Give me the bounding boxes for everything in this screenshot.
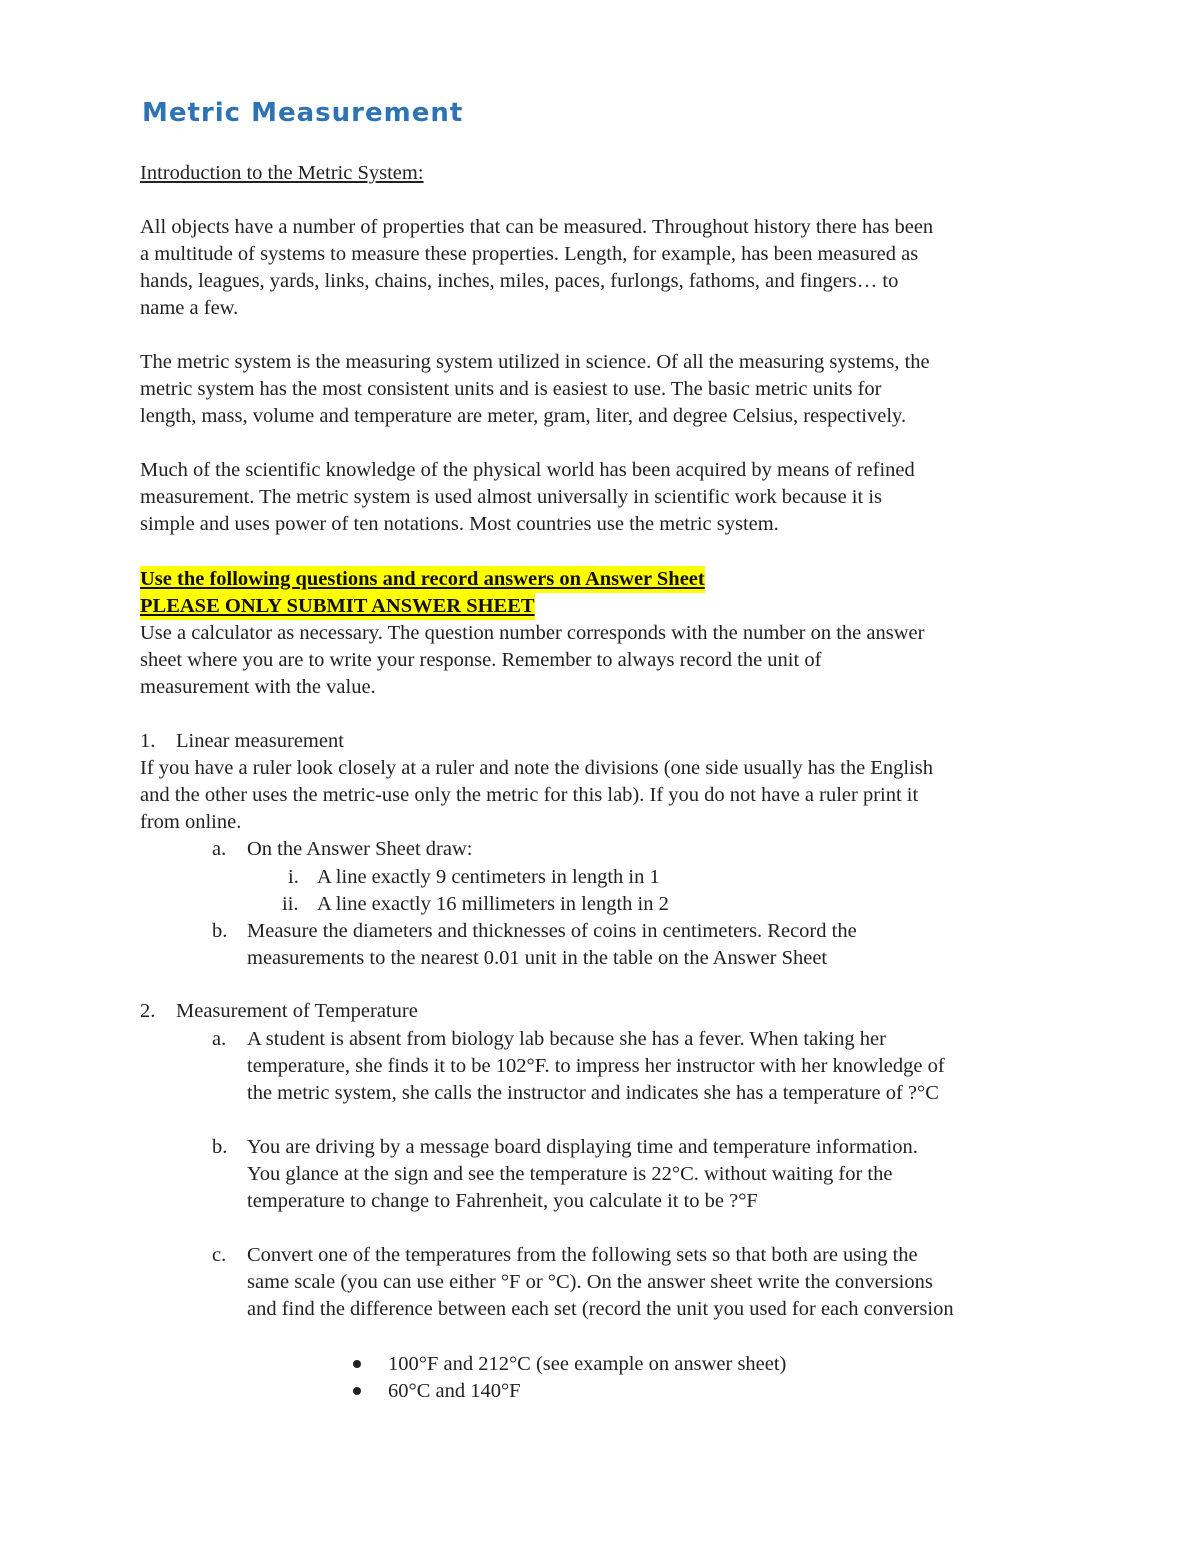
item-text: temperature to change to Fahrenheit, you calculate it to be ?°F bbox=[247, 1190, 758, 1212]
subitem-label: ii. bbox=[282, 893, 299, 915]
text-line: from online. bbox=[140, 811, 242, 833]
question-number: 2. bbox=[140, 1000, 156, 1022]
item-text: Measure the diameters and thicknesses of coins in centimeters. Record the bbox=[247, 920, 857, 942]
item-text: measurements to the nearest 0.01 unit in the table on the Answer Sheet bbox=[247, 947, 828, 969]
text-line: If you have a ruler look closely at a ruler and note the divisions (one side usually has the English bbox=[140, 757, 934, 779]
question-title: Linear measurement bbox=[176, 730, 344, 752]
item-label: a. bbox=[212, 1028, 227, 1050]
text-line: measurement. The metric system is used almost universally in scientific work because it is bbox=[140, 486, 882, 508]
text-line: measurement with the value. bbox=[140, 676, 376, 698]
item-text: On the Answer Sheet draw: bbox=[247, 838, 473, 860]
item-label: b. bbox=[212, 1136, 228, 1158]
item-text: temperature, she finds it to be 102°F. to impress her instructor with her knowledge of bbox=[247, 1055, 945, 1077]
text-line: All objects have a number of properties that can be measured. Throughout history there has been bbox=[140, 216, 934, 238]
text-line: Use a calculator as necessary. The question number corresponds with the number on the answer bbox=[140, 622, 925, 644]
item-text: same scale (you can use either °F or °C). On the answer sheet write the conversions bbox=[247, 1271, 933, 1293]
text-line: name a few. bbox=[140, 297, 239, 319]
item-text: A student is absent from biology lab because she has a fever. When taking her bbox=[247, 1028, 886, 1050]
bullet-text: 60°C and 140°F bbox=[388, 1380, 521, 1402]
question-number: 1. bbox=[140, 730, 156, 752]
intro-heading: Introduction to the Metric System: bbox=[140, 162, 424, 184]
text-line: and the other uses the metric-use only the metric for this lab). If you do not have a ruler print it bbox=[140, 784, 919, 806]
item-text: and find the difference between each set (record the unit you used for each conversion bbox=[247, 1298, 954, 1320]
subitem-label: i. bbox=[288, 866, 299, 888]
text-line: Much of the scientific knowledge of the physical world has been acquired by means of refined bbox=[140, 459, 915, 481]
notice-line: Use the following questions and record answers on Answer Sheet bbox=[140, 566, 705, 593]
bullet-icon bbox=[353, 1387, 361, 1395]
bullet-icon bbox=[353, 1360, 361, 1368]
text-line: length, mass, volume and temperature are meter, gram, liter, and degree Celsius, respectively. bbox=[140, 405, 907, 427]
item-label: b. bbox=[212, 920, 228, 942]
text-line: hands, leagues, yards, links, chains, inches, miles, paces, furlongs, fathoms, and fingers… to bbox=[140, 270, 899, 292]
subitem-text: A line exactly 16 millimeters in length in 2 bbox=[317, 893, 669, 915]
bullet-text: 100°F and 212°C (see example on answer sheet) bbox=[388, 1353, 787, 1375]
question-title: Measurement of Temperature bbox=[176, 1000, 418, 1022]
item-label: a. bbox=[212, 838, 227, 860]
page-title: Metric Measurement bbox=[142, 98, 464, 128]
item-text: You glance at the sign and see the temperature is 22°C. without waiting for the bbox=[247, 1163, 893, 1185]
notice-line: PLEASE ONLY SUBMIT ANSWER SHEET bbox=[140, 593, 535, 620]
text-line: simple and uses power of ten notations. Most countries use the metric system. bbox=[140, 513, 779, 535]
text-line: sheet where you are to write your response. Remember to always record the unit of bbox=[140, 649, 822, 671]
item-label: c. bbox=[212, 1244, 227, 1266]
text-line: The metric system is the measuring system utilized in science. Of all the measuring systems, the bbox=[140, 351, 930, 373]
item-text: You are driving by a message board displaying time and temperature information. bbox=[247, 1136, 918, 1158]
item-text: the metric system, she calls the instructor and indicates she has a temperature of ?°C bbox=[247, 1082, 939, 1104]
item-text: Convert one of the temperatures from the following sets so that both are using the bbox=[247, 1244, 918, 1266]
text-line: a multitude of systems to measure these properties. Length, for example, has been measured as bbox=[140, 243, 919, 265]
text-line: metric system has the most consistent units and is easiest to use. The basic metric units for bbox=[140, 378, 882, 400]
subitem-text: A line exactly 9 centimeters in length in 1 bbox=[317, 866, 660, 888]
